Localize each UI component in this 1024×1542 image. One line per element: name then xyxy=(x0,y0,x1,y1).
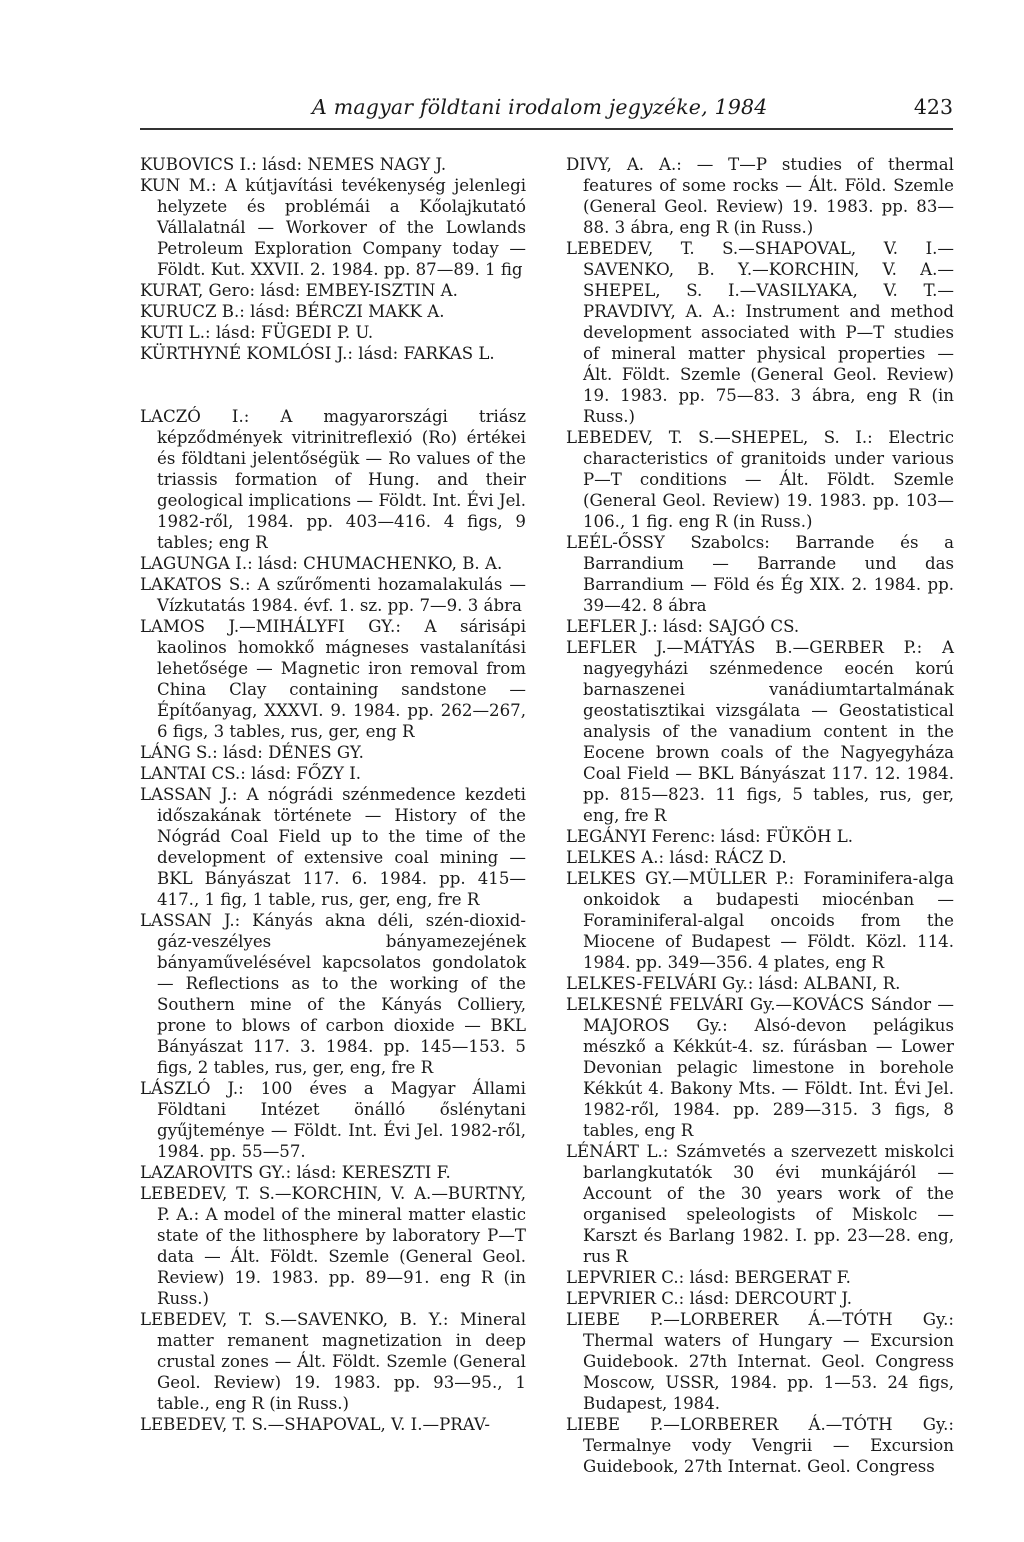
bibliography-entry: DIVY, A. A.: — T—P studies of thermal features of some rocks — Ált. Föld. Szemle (General Geol. Review) 19. 1983. pp. 83—88. 3 ábra, eng R (in Russ.) xyxy=(566,155,954,237)
bibliography-entry: LEBEDEV, T. S.—SHEPEL, S. I.: Electric characteristics of granitoids under various P—T conditions — Ált. Földt. Szemle (General Geol. Review) 19. 1983. pp. 103—106., 1 fig. eng R (in Russ.) xyxy=(566,428,954,531)
bibliography-entry: KURAT, Gero: lásd: EMBEY-ISZTIN A. xyxy=(140,281,458,300)
bibliography-entry: LANTAI CS.: lásd: FŐZY I. xyxy=(140,764,362,783)
bibliography-entry: LEBEDEV, T. S.—SHAPOVAL, V. I.—PRAV- xyxy=(140,1415,490,1434)
bibliography-entry: LASSAN J.: Kányás akna déli, szén-dioxid-gáz-veszélyes bányamezejének bányaművelésével kapcsolatos gondolatok — Reflections as to the working of the Southern mine of the Kányás Colliery, prone to blows of carbon dioxide — BKL Bányászat 117. 3. 1984. pp. 145—153. 5 figs, 2 tables, rus, ger, eng, fre R xyxy=(140,911,526,1077)
bibliography-entry: LEÉL-ŐSSY Szabolcs: Barrande és a Barrandium — Barrande und das Barrandium — Föld és Ég XIX. 2. 1984. pp. 39—42. 8 ábra xyxy=(566,533,954,615)
bibliography-entry: LÉNÁRT L.: Számvetés a szervezett miskolci barlangkutatók 30 évi munkájáról — Account of the 30 years work of the organised speleologists of Miskolc — Karszt és Barlang 1982. I. pp. 23—28. eng, rus R xyxy=(566,1142,954,1266)
page-header xyxy=(140,95,953,131)
bibliography-entry: LELKES GY.—MÜLLER P.: Foraminifera-alga onkoidok a budapesti miocénban — Foraminiferal-algal oncoids from the Miocene of Budapest — Földt. Közl. 114. 1984. pp. 349—356. 4 plates, eng R xyxy=(566,869,954,972)
bibliography-entry: KÜRTHYNÉ KOMLÓSI J.: lásd: FARKAS L. xyxy=(140,344,495,363)
header-rule xyxy=(140,128,953,130)
bibliography-entry: LEGÁNYI Ferenc: lásd: FÜKÖH L. xyxy=(566,827,853,846)
bibliography-entry: KUN M.: A kútjavítási tevékenység jelenlegi helyzete és problémái a Kőolajkutató Vállalatnál — Workover of the Lowlands Petroleum Exploration Company today — Földt. Kut. XXVII. 2. 1984. pp. 87—89. 1 fig xyxy=(140,176,526,279)
bibliography-entry: LIEBE P.—LORBERER Á.—TÓTH Gy.: Termalnye vody Vengrii — Excursion Guidebook, 27th Internat. Geol. Congress xyxy=(566,1415,954,1476)
bibliography-entry: LELKES A.: lásd: RÁCZ D. xyxy=(566,848,787,867)
bibliography-entry: LACZÓ I.: A magyarországi triász képződmények vitrinitreflexió (Ro) értékei és földtani jelentőségük — Ro values of the triassis formation of Hung. and their geological implications — Földt. Int. Évi Jel. 1982-ről, 1984. pp. 403—416. 4 figs, 9 tables; eng R xyxy=(140,407,526,552)
bibliography-entry: LAMOS J.—MIHÁLYFI GY.: A sárisápi kaolinos homokkő mágneses vastalanítási lehetősége — Magnetic iron removal from China Clay containing sandstone — Építőanyag, XXXVI. 9. 1984. pp. 262—267, 6 figs, 3 tables, rus, ger, eng R xyxy=(140,617,526,741)
bibliography-entry: KUBOVICS I.: lásd: NEMES NAGY J. xyxy=(140,155,447,174)
left-column xyxy=(140,154,526,1435)
bibliography-entry: LÁNG S.: lásd: DÉNES GY. xyxy=(140,743,364,762)
bibliography-entry: LAKATOS S.: A szűrőmenti hozamalakulás — Vízkutatás 1984. évf. 1. sz. pp. 7—9. 3 ábra xyxy=(140,575,526,615)
bibliography-entry: KUTI L.: lásd: FÜGEDI P. U. xyxy=(140,323,374,342)
right-column xyxy=(566,154,954,1477)
bibliography-entry: LAZAROVITS GY.: lásd: KERESZTI F. xyxy=(140,1163,451,1182)
bibliography-entry: LEFLER J.: lásd: SAJGÓ CS. xyxy=(566,617,800,636)
running-title: A magyar földtani irodalom jegyzéke, 1984 xyxy=(312,95,768,119)
bibliography-entry: KURUCZ B.: lásd: BÉRCZI MAKK A. xyxy=(140,302,445,321)
bibliography-entry: LELKES-FELVÁRI Gy.: lásd: ALBANI, R. xyxy=(566,974,901,993)
bibliography-entry: LÁSZLÓ J.: 100 éves a Magyar Állami Földtani Intézet önálló őslénytani gyűjteménye — Földt. Int. Évi Jel. 1982-ről, 1984. pp. 55—57. xyxy=(140,1079,526,1161)
bibliography-entry: LEBEDEV, T. S.—SHAPOVAL, V. I.—SAVENKO, B. Y.—KORCHIN, V. A.—SHEPEL, S. I.—VASILYAKA, V. T.—PRAVDIVY, A. A.: Instrument and method development associated with P—T studies of mineral matter physical properties — Ált. Földt. Szemle (General Geol. Review) 19. 1983. pp. 75—83. 3 ábra, eng R (in Russ.) xyxy=(566,239,954,426)
bibliography-entry: LEPVRIER C.: lásd: BERGERAT F. xyxy=(566,1268,851,1287)
bibliography-entry: LELKESNÉ FELVÁRI Gy.—KOVÁCS Sándor —MAJOROS Gy.: Alsó-devon pelágikus mészkő a Kékkút-4. sz. fúrásban — Lower Devonian pelagic limestone in borehole Kékkút 4. Bakony Mts. — Földt. Int. Évi Jel. 1982-ről, 1984. pp. 289—315. 3 figs, 8 tables, eng R xyxy=(566,995,954,1140)
bibliography-entry: LAGUNGA I.: lásd: CHUMACHENKO, B. A. xyxy=(140,554,503,573)
bibliography-entry: LEPVRIER C.: lásd: DERCOURT J. xyxy=(566,1289,853,1308)
bibliography-entry: LEBEDEV, T. S.—KORCHIN, V. A.—BURTNY, P. A.: A model of the mineral matter elastic state of the lithosphere by laboratory P—T data — Ált. Földt. Szemle (General Geol. Review) 19. 1983. pp. 89—91. eng R (in Russ.) xyxy=(140,1184,526,1308)
page-number: 423 xyxy=(913,95,953,119)
bibliography-entry: LEBEDEV, T. S.—SAVENKO, B. Y.: Mineral matter remanent magnetization in deep crustal zones — Ált. Földt. Szemle (General Geol. Review) 19. 1983. pp. 93—95., 1 table., eng R (in Russ.) xyxy=(140,1310,526,1413)
bibliography-entry: LASSAN J.: A nógrádi szénmedence kezdeti időszakának története — History of the Nógrád Coal Field up to the time of the development of extensive coal mining — BKL Bányászat 117. 6. 1984. pp. 415—417., 1 fig, 1 table, rus, ger, eng, fre R xyxy=(140,785,526,909)
bibliography-entry: LIEBE P.—LORBERER Á.—TÓTH Gy.: Thermal waters of Hungary — Excursion Guidebook. 27th Internat. Geol. Congress Moscow, USSR, 1984. pp. 1—53. 24 figs, Budapest, 1984. xyxy=(566,1310,954,1413)
bibliography-entry: LEFLER J.—MÁTYÁS B.—GERBER P.: A nagyegyházi szénmedence eocén korú barnaszenei vanádiumtartalmának geostatisztikai vizsgálata — Geostatistical analysis of the vanadium content in the Eocene brown coals of the Nagyegyháza Coal Field — BKL Bányászat 117. 12. 1984. pp. 815—823. 11 figs, 5 tables, rus, ger, eng, fre R xyxy=(566,638,954,825)
